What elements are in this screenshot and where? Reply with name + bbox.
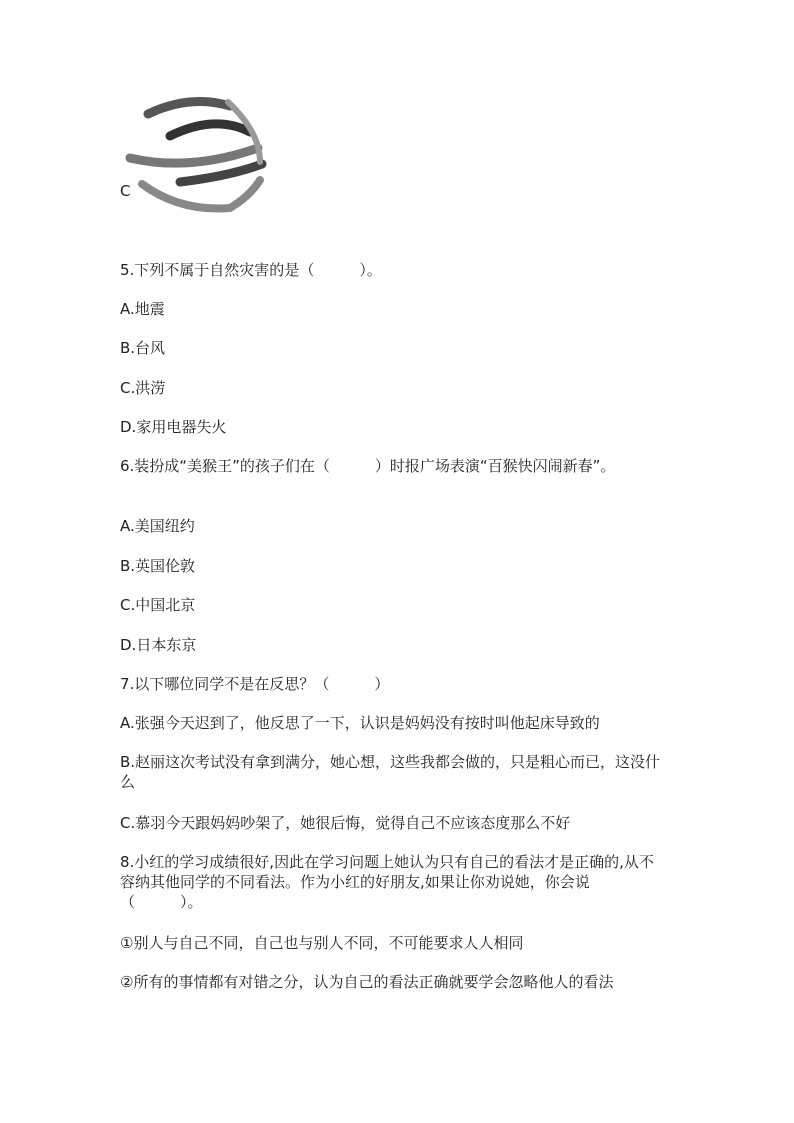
question-7-option-c: C.慕羽今天跟妈妈吵架了，她很后悔，觉得自己不应该态度那么不好 <box>120 814 571 832</box>
option-c-image-label: C <box>120 182 131 200</box>
globe-stripes-icon <box>120 92 270 222</box>
question-8-option-1: ①别人与自己不同，自己也与别人不同，不可能要求人人相同 <box>120 934 524 952</box>
question-5-option-c: C.洪涝 <box>120 379 166 397</box>
question-7-option-b: B.赵丽这次考试没有拿到满分，她心想，这些我都会做的，只是粗心而已，这没什么 <box>120 753 661 791</box>
question-8-stem: 8.小红的学习成绩很好,因此在学习问题上她认为只有自己的看法才是正确的,从不容纳其他同学的不同看法。作为小红的好朋友,如果让你劝说她，你会说（ ）。 <box>120 853 654 911</box>
question-8-option-2: ②所有的事情都有对错之分，认为自己的看法正确就要学会忽略他人的看法 <box>120 973 614 991</box>
question-5-option-d: D.家用电器失火 <box>120 418 227 436</box>
question-7-stem: 7.以下哪位同学不是在反思？（ ） <box>120 675 390 693</box>
question-6-option-d: D.日本东京 <box>120 636 197 654</box>
question-5-stem: 5.下列不属于自然灾害的是（ ）。 <box>120 261 382 279</box>
question-5-option-b: B.台风 <box>120 339 166 357</box>
question-5-option-a: A.地震 <box>120 300 165 318</box>
question-6-stem: 6.装扮成“美猴王”的孩子们在（ ）时报广场表演“百猴快闪闹新春”。 <box>120 457 616 475</box>
question-6-option-c: C.中国北京 <box>120 596 196 614</box>
wto-logo-image <box>120 92 270 222</box>
question-7-option-a: A.张强今天迟到了，他反思了一下，认识是妈妈没有按时叫他起床导致的 <box>120 714 600 732</box>
question-6-option-b: B.英国伦敦 <box>120 557 196 575</box>
question-6-option-a: A.美国纽约 <box>120 517 195 535</box>
